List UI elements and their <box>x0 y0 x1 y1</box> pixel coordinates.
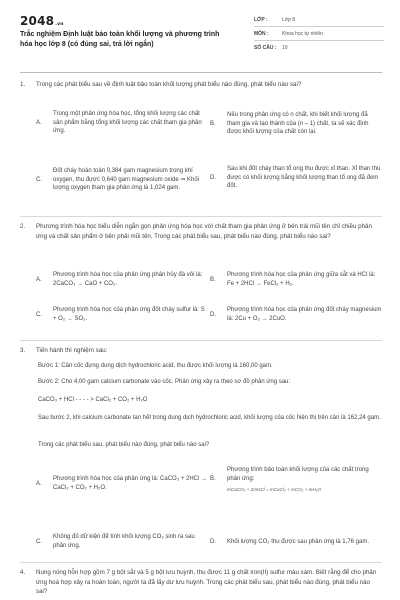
option-letter: B. <box>210 276 216 283</box>
question-3-options <box>36 458 382 558</box>
reaction-scheme: CaCO₃ + HCl - - - - > CaCl₂ + CO₂ + H₂O <box>38 397 148 403</box>
option-letter: D. <box>210 174 216 181</box>
option-text: Nếu trong phản ứng có n chất, khi biết khối lượng đã tham gia và tạo thành của (n – 1) chất, ta sẽ xác định được khối lượng của chất còn lại. <box>227 111 369 136</box>
option-letter: C. <box>36 538 42 545</box>
option-text: Phương trình bảo toàn khối lượng của các chất trong phản ứng: <box>227 467 369 482</box>
meta-table <box>254 13 384 55</box>
option-letter: C. <box>36 176 42 183</box>
option-text: Phương trình hóa học của phản ứng là: CaCO₃ + 2HCl → CaCl₂ + CO₂ + H₂O. <box>53 476 207 491</box>
option-letter: D. <box>210 538 216 545</box>
experiment-step: Sau bước 2, khi calcium carbonate tan hết trong dung dịch hydrochloric acid, khối lượng của cốc hiện thị trên cân là 162,24 gam. <box>38 415 381 421</box>
question-2-options <box>36 265 382 340</box>
question-prompt: Trong các phát biểu sau, phát biểu nào đúng, phát biểu nào sai? <box>38 442 210 448</box>
meta-key: MÔN : <box>254 30 269 37</box>
meta-value: Khoa học tự nhiên <box>282 30 323 37</box>
meta-row-class <box>254 13 384 27</box>
mass-balance-formula: mCaCO₃ + 2mHCl = mCaCl₂ + mCO₂ + mH₂O <box>227 486 322 492</box>
question-separator <box>20 562 382 563</box>
question-number: 1. <box>20 81 26 88</box>
option-text: Phương trình hóa học của phản ứng giữa sắt và HCl là: Fe + 2HCl → FeCl₂ + H₂. <box>227 272 376 287</box>
question-text: Nung nóng hỗn hợp gồm 7 g bột sắt và 5 g bột lưu huỳnh, thu được 11 g chất iron(II) sulfur màu xám. Biết rằng để cho phản ứng hoá hợp xảy ra hoàn toàn, người ta đã lấy dư lưu huỳnh. Trong các phát biểu sau, phát biểu nào đúng, phát biểu nào sai? <box>36 569 377 595</box>
logo-suffix: .vn <box>55 22 64 27</box>
option-letter: B. <box>210 476 216 482</box>
question-number: 2. <box>20 223 26 230</box>
option-c[interactable] <box>36 302 208 328</box>
worksheet-header <box>0 0 400 62</box>
option-text: Trong một phản ứng hóa học, tổng khối lượng các chất sản phẩm bằng tổng khối lượng các chất tham gia phản ứng. <box>53 110 202 135</box>
option-letter: D. <box>210 311 216 318</box>
question-4 <box>20 568 382 597</box>
option-d[interactable] <box>210 160 382 196</box>
option-b[interactable] <box>210 466 382 502</box>
option-text: Không đủ dữ kiện để tính khối lượng CO₂ sinh ra sau phản ứng. <box>53 534 195 549</box>
option-d[interactable] <box>210 528 382 556</box>
option-text: Khối lượng CO₂ thu được sau phản ứng là 1,76 gam. <box>227 538 369 545</box>
question-separator <box>20 216 382 217</box>
meta-key: SỐ CÂU : <box>254 45 277 51</box>
experiment-step: Bước 2: Cho 4,00 gam calcium carbonate vào cốc. Phản ứng xảy ra theo sơ đồ phản ứng sau: <box>38 379 291 385</box>
option-a[interactable] <box>36 267 208 293</box>
question-1-options <box>36 96 382 208</box>
option-letter: C. <box>36 311 42 318</box>
site-logo[interactable] <box>20 14 64 28</box>
option-text: Phương trình hóa học của phản ứng phân hủy đá vôi là: 2CaCO₃ → CaO + CO₂. <box>53 272 203 287</box>
meta-row-subject <box>254 27 384 41</box>
option-letter: B. <box>210 120 216 127</box>
option-text: Phương trình hóa học của phản ứng đốt cháy sulfur là: S + O₂ → SO₂. <box>53 307 205 322</box>
meta-row-count <box>254 41 384 55</box>
meta-value: Lớp 8 <box>282 16 296 23</box>
option-letter: A. <box>36 276 42 283</box>
option-text: Đốt cháy hoàn toàn 0,384 gam magnesium trong khí oxygen, thu được 0,640 gam magnesium oxide ⇒ Khối lượng oxygen tham gia phản ứng là 1,024 gam. <box>53 167 200 192</box>
header-divider <box>20 72 382 73</box>
option-text: Phương trình hóa học của phản ứng đốt cháy magnesium là: 2Cu + O₂ → 2CuO. <box>227 307 382 322</box>
meta-key: LỚP : <box>254 16 268 23</box>
question-text: Tiến hành thí nghiệm sau: <box>36 347 108 354</box>
option-d[interactable] <box>210 302 382 328</box>
option-c[interactable] <box>36 528 208 556</box>
question-2 <box>20 222 382 241</box>
question-3 <box>20 346 382 356</box>
option-a[interactable] <box>36 470 208 498</box>
option-b[interactable] <box>210 267 382 293</box>
option-text: Sau khi đốt cháy than tổ ong thu được xỉ than. Xỉ than thu được có khối lượng bằng khối lượng than tổ ong đã đem đốt. <box>227 165 381 190</box>
question-text: Trong các phát biểu sau về định luật bảo toàn khối lượng phát biểu nào đúng, phát biểu nào sai? <box>36 81 302 88</box>
logo-text: 2048 <box>20 14 55 28</box>
option-c[interactable] <box>36 158 208 202</box>
option-letter: A. <box>36 480 42 487</box>
question-number: 3. <box>20 347 26 354</box>
option-a[interactable] <box>36 102 208 144</box>
page-title: Trắc nghiệm Định luật bảo toàn khối lượng và phương trình hóa học lớp 8 (có đúng sai, trả lời ngắn) <box>20 31 220 48</box>
question-separator <box>20 340 382 341</box>
option-b-content <box>227 466 382 494</box>
meta-value: 10 <box>282 45 288 51</box>
option-letter: A. <box>36 119 42 126</box>
question-1 <box>20 80 382 90</box>
experiment-step: Bước 1: Cân cốc đựng dung dịch hydrochloric acid, thu được khối lượng là 160,00 gam. <box>38 363 273 369</box>
option-b[interactable] <box>210 102 382 146</box>
question-text: Phương trình hóa học biểu diễn ngắn gọn phản ứng hóa học với chất tham gia phản ứng ở bên trái mũi tên chỉ chiều phản ứng và chất sản phẩm ở bên phải mũi tên. Trong các phát biểu sau, phát biểu nào đúng, phát biểu nào sai? <box>36 223 372 240</box>
question-number: 4. <box>20 569 26 576</box>
